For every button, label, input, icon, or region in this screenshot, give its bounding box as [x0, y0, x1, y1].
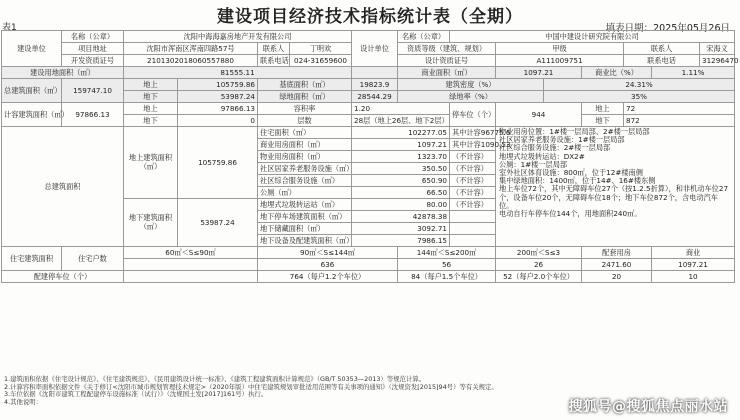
base-area-label: 基底面积（㎡）	[258, 79, 352, 91]
household-count-label: 住宅户数	[62, 247, 124, 271]
table-row	[2, 271, 735, 283]
garbage-station-note: （不计容）	[450, 199, 496, 211]
remark-line: 电动自行车停车位144个，用地面积240㎡。	[499, 209, 642, 219]
construction-unit-name: 沈阳中海海嘉房地产开发有限公司	[124, 31, 352, 43]
footnote-line: 4.其他说明：	[4, 397, 43, 406]
above-area-value: 105759.86	[178, 127, 258, 199]
developer-cert: 210130201806055788​0	[124, 55, 258, 67]
range-144-200: 144㎡＜S≤200㎡	[398, 247, 496, 259]
parking-90-144: 764（每户1.2个车位）	[258, 271, 398, 283]
parking-support: 20	[582, 271, 652, 283]
community-service-value: 650.90	[352, 175, 450, 187]
cell-label: 名称（公章）	[62, 31, 124, 43]
remark-line: 公厕：1#楼一层局部	[499, 159, 568, 169]
remark-line: 地上车位72个，其中无障碍车位27个（按1.2.5折算），和非机动车位27个，设备车位20个，无障碍车位18个；地下车位872个，含电动汽车位。	[499, 184, 729, 210]
parking-commerce: 10	[652, 271, 735, 283]
design-unit-label: 设计单位	[352, 31, 398, 67]
property-room-note: （不计容）	[450, 151, 496, 163]
construction-contact: 丁明欢	[290, 43, 352, 55]
watermark: 搜狐号@搜狐焦点丽水站	[568, 399, 728, 415]
residential-area-value: 102277.05	[352, 127, 450, 139]
cell-label: 地下	[124, 91, 178, 103]
storage-value: 3092.71	[352, 223, 450, 235]
toilet-label: 公厕（㎡）	[258, 187, 352, 199]
calc-below-value: 0	[178, 115, 258, 127]
range-200-plus: 200㎡＜S≤3	[496, 247, 582, 259]
cell-label: 地上	[582, 103, 624, 115]
design-phone: 31296470	[700, 55, 735, 67]
calc-area-value: 97866.13	[62, 103, 124, 127]
cell-label: 地上	[124, 79, 178, 91]
cell-label: 联系电话	[624, 55, 700, 67]
underground-parking-label: 地下停车场建筑面积（㎡）	[258, 211, 352, 223]
household-area-label: 住宅建筑面积	[2, 247, 62, 271]
support-rooms-label: 配套用房	[582, 247, 652, 259]
toilet-value: 66.50	[352, 187, 450, 199]
remark-line: 社区居家养老服务设施：1#楼一层局部	[499, 135, 625, 145]
design-unit-name: 中国中建设计研究院有限公司	[450, 31, 735, 43]
cell-label: 开发资质证号	[62, 55, 124, 67]
equipment-value: 7986.15	[352, 235, 450, 247]
total-area-value: 159747.10	[62, 79, 124, 103]
remark-line: 地埋式垃圾转运站：DX2#	[499, 151, 585, 161]
green-rate-label: 绿地率（%）	[398, 91, 544, 103]
parking-144-200: 84（每户1.5个车位）	[398, 271, 496, 283]
parking-label: 停车位（个）	[450, 103, 496, 127]
underground-parking-value: 42878.38	[352, 211, 450, 223]
footnotes	[4, 376, 498, 406]
remark-line: 物业用房位置：1#楼一层局部、2#楼一层局部	[499, 127, 650, 136]
construction-unit-label: 建设单位	[2, 31, 62, 67]
cell-label: 设计资质证号	[398, 55, 496, 67]
range-90-144: 90㎡＜S≤144㎡	[258, 247, 398, 259]
page-title: 建设项目经济技术指标统计表（全期）	[217, 7, 523, 27]
toilet-note: （不计容）	[450, 187, 496, 199]
count-200-plus: 26	[496, 259, 582, 271]
commerce-area-value: 1097.21	[496, 67, 582, 79]
calc-area-label: 计容建筑面积（㎡）	[2, 103, 62, 127]
equipment-label: 地下设备及配建筑面积（㎡）	[258, 235, 352, 247]
total-above-value: 105759.86	[178, 79, 258, 91]
elderly-care-value: 350.50	[352, 163, 450, 175]
table-row	[2, 103, 735, 115]
design-qualification: 甲级	[496, 43, 624, 55]
elderly-care-note: （不计容）	[450, 163, 496, 175]
below-area-value: 53987.24	[178, 199, 258, 247]
construction-phone: 024-31659600	[290, 55, 352, 67]
below-area-label: 地下建筑面积（㎡）	[124, 199, 178, 247]
total-area-label: 总建筑面积（㎡）	[2, 79, 62, 103]
green-area-label: 绿地面积（㎡）	[258, 91, 352, 103]
property-room-label: 物业用房面积（㎡）	[258, 151, 352, 163]
equipment-note	[450, 235, 496, 247]
storage-label: 地下储藏面积（㎡）	[258, 223, 352, 235]
design-contact: 宋海义	[700, 43, 735, 55]
cell-label: 联系电话	[258, 55, 290, 67]
parking-60-90	[124, 271, 258, 283]
total-below-value: 53987.24	[178, 91, 258, 103]
remarks-cell	[496, 127, 735, 247]
footnote-line: 3.车位依据《沈阳市建筑工程配建停车设施标准（试行）》（沈规国土发[2017]161号）执行。	[4, 390, 268, 399]
count-90-144: 636	[258, 259, 398, 271]
parking-value: 944	[496, 103, 582, 127]
community-service-note: （不计容）	[450, 175, 496, 187]
commerce-rate-label: 商业比（%）	[582, 67, 652, 79]
table-row	[2, 247, 735, 259]
parking-below-value: 872	[624, 115, 735, 127]
commerce-area-label: 商业面积（㎡）	[398, 67, 496, 79]
table-row	[2, 127, 735, 139]
floors-label: 层数	[258, 115, 352, 127]
breakdown-section-label: 总建筑面积	[2, 127, 124, 247]
table-number: 表1	[2, 23, 17, 33]
commerce-room-label: 商业用房面积（㎡）	[258, 139, 352, 151]
footnote-line: 2.计算容积率面积依据文件《关于修订<沈阳市城市规划管理技术规定>（2020年版）中住宅建筑规划审批适用范围等有关事项的通知》（沈规资发[2015]94号）等有关规定。	[4, 382, 498, 391]
cell-label: 资质等级（建筑、规划）	[398, 43, 496, 55]
fill-date: 填表日期：2025年05月26日	[605, 23, 730, 34]
cell-label: 地上	[124, 103, 178, 115]
parking-per-household-label: 配建停车位（个）	[2, 271, 124, 283]
land-area-value: 81555.11	[124, 67, 352, 79]
garbage-station-value: 80.00	[352, 199, 450, 211]
storage-note	[450, 223, 496, 235]
cell-label: 地下	[124, 115, 178, 127]
table-row	[2, 67, 735, 79]
range-60-90: 60㎡＜S≤90㎡	[124, 247, 258, 259]
floors-value: 28层（地上26层、地下2层）	[352, 115, 450, 127]
green-area-value: 28544.29	[352, 91, 398, 103]
density-value: 24.31%	[544, 79, 735, 91]
project-address: 沈阳市浑南区浑南四路57号	[124, 43, 258, 55]
count-144-200: 56	[398, 259, 496, 271]
residential-area-note: 其中计容96775.6	[450, 127, 496, 139]
remark-line: 室外社区体育设施：800㎡，位于12#楼南侧	[499, 168, 643, 178]
parking-200-plus: 52（每户2.0个车位）	[496, 271, 582, 283]
remark-line: 集中绿地面积：1400㎡，位于14#、16#楼东侧	[499, 176, 656, 186]
green-rate-value: 35%	[544, 91, 735, 103]
calc-above-value: 97866.13	[178, 103, 258, 115]
elderly-care-label: 社区居家养老服务设施（㎡）	[258, 163, 352, 175]
commerce-room-note: 其中计容1090.53	[450, 139, 496, 151]
density-label: 建筑密度（%）	[398, 79, 544, 91]
remark-line: 社区综合服务设施：2#楼一层局部	[499, 143, 611, 153]
commerce-room-value: 1097.21	[352, 139, 450, 151]
commerce-rate-value: 1.11%	[652, 67, 735, 79]
design-cert: A111009751	[496, 55, 624, 67]
parking-above-value: 72	[624, 103, 735, 115]
count-60-90	[124, 259, 258, 271]
garbage-station-label: 地埋式垃圾转运站（㎡）	[258, 199, 352, 211]
community-service-label: 社区综合服务设施（㎡）	[258, 175, 352, 187]
commerce-value: 1097.21	[652, 259, 735, 271]
table-row	[2, 79, 735, 91]
table-row	[2, 31, 735, 43]
cell-label: 联系人	[258, 43, 290, 55]
footnote-line: 1.建筑面积依据《住宅设计规范》、《住宅建筑规范》、《民用建筑设计统一标准》、《建筑工程建筑面积计算规范》（GB/T 50353—2013）等规范计算。	[4, 375, 426, 383]
commerce-label: 商业	[652, 247, 735, 259]
cell-label: 项目地址	[62, 43, 124, 55]
residential-area-label: 住宅面积（㎡）	[258, 127, 352, 139]
cell-label: 名称（公章）	[398, 31, 450, 43]
base-area-value: 19823.9	[352, 79, 398, 91]
property-room-value: 1323.70	[352, 151, 450, 163]
cell-label: 地下	[582, 115, 624, 127]
land-area-label: 建设用地面积（㎡）	[2, 67, 124, 79]
indicator-table	[1, 30, 739, 283]
cell-label: 联系人	[624, 43, 700, 55]
underground-parking-note	[450, 211, 496, 223]
far-value: 1.20	[352, 103, 450, 115]
above-area-label: 地上建筑面积（㎡）	[124, 127, 178, 199]
far-label: 容积率	[258, 103, 352, 115]
support-rooms-value: 2471.60	[582, 259, 652, 271]
